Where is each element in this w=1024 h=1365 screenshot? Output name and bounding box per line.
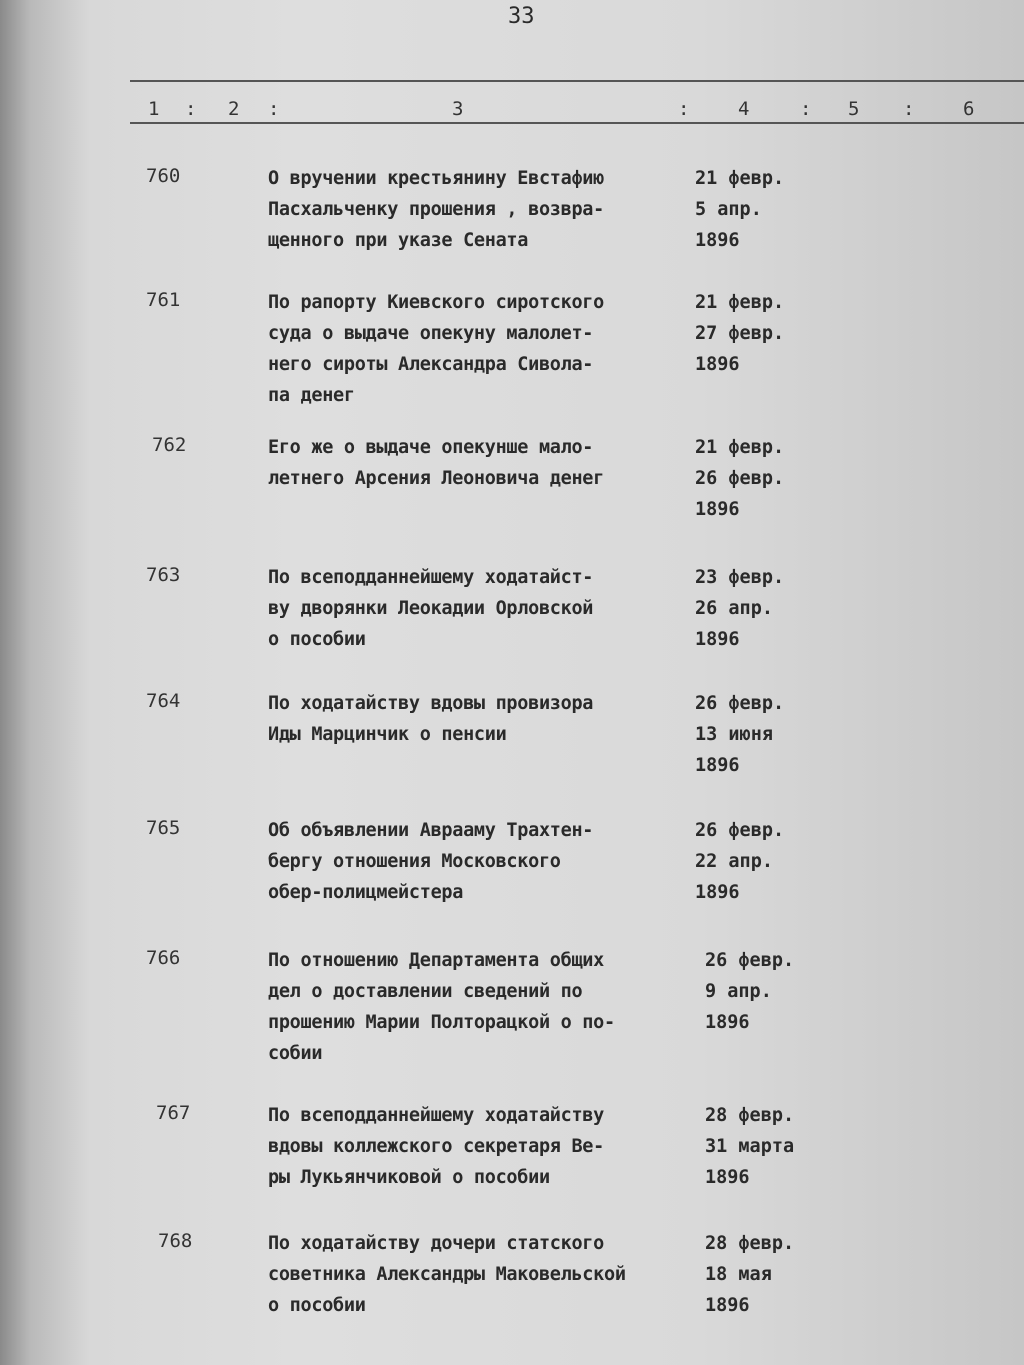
description-line: обер-полицмейстера [268, 882, 464, 903]
date-line: 26 февр. [695, 468, 785, 489]
entry-dates [705, 1100, 794, 1193]
date-line: 21 февр. [695, 437, 785, 458]
column-header: 4 [738, 98, 750, 120]
date-line: 1896 [695, 755, 740, 776]
entry-description [268, 815, 688, 908]
entry-dates [695, 562, 784, 655]
column-header: 6 [963, 98, 975, 120]
date-line: 26 февр. [695, 820, 785, 841]
date-line: 22 апр. [695, 851, 773, 872]
description-line: щенного при указе Сената [268, 230, 529, 251]
date-line: 28 февр. [705, 1105, 795, 1126]
date-line: 31 марта [705, 1136, 795, 1157]
date-line: 18 мая [705, 1264, 772, 1285]
column-header: 5 [848, 98, 860, 120]
date-line: 23 февр. [695, 567, 785, 588]
description-line: летнего Арсения Леоновича денег [268, 468, 604, 489]
date-line: 26 апр. [695, 598, 773, 619]
entry-dates [705, 945, 794, 1038]
description-line: советника Александры Маковельской [268, 1264, 626, 1285]
entry-number: 760 [146, 165, 181, 187]
date-line: 1896 [695, 354, 740, 375]
description-line: О вручении крестьянину Евстафию [268, 168, 604, 189]
entry-dates [695, 432, 784, 525]
description-line: него сироты Александра Сивола- [268, 354, 594, 375]
entry-number: 768 [158, 1230, 193, 1252]
column-header: 2 [228, 98, 240, 120]
description-line: дел о доставлении сведений по [268, 981, 583, 1002]
column-separator: : [268, 98, 280, 120]
description-line: По всеподданнейшему ходатайству [268, 1105, 604, 1126]
description-line: По отношению Департамента общих [268, 950, 604, 971]
description-line: суда о выдаче опекуну малолет- [268, 323, 594, 344]
entry-description [268, 1228, 688, 1321]
description-line: Его же о выдаче опекунше мало- [268, 437, 594, 458]
entry-number: 766 [146, 947, 181, 969]
date-line: 28 февр. [705, 1233, 795, 1254]
entry-dates [695, 163, 784, 256]
entry-dates [695, 287, 784, 380]
entry-description [268, 688, 688, 750]
entry-description [268, 163, 688, 256]
entry-number: 765 [146, 817, 181, 839]
description-line: Иды Марцинчик о пенсии [268, 724, 507, 745]
date-line: 9 апр. [705, 981, 772, 1002]
entry-dates [695, 688, 784, 781]
entry-number: 761 [146, 289, 181, 311]
description-line: По ходатайству дочери статского [268, 1233, 604, 1254]
date-line: 1896 [705, 1295, 750, 1316]
date-line: 1896 [695, 230, 740, 251]
description-line: бергу отношения Московского [268, 851, 561, 872]
date-line: 21 февр. [695, 168, 785, 189]
date-line: 26 февр. [705, 950, 795, 971]
description-line: па денег [268, 385, 355, 406]
description-line: о пособии [268, 1295, 366, 1316]
column-separator: : [678, 98, 690, 120]
description-line: Об объявлении Аврааму Трахтен- [268, 820, 594, 841]
date-line: 27 февр. [695, 323, 785, 344]
description-line: По рапорту Киевского сиротского [268, 292, 604, 313]
entry-number: 762 [152, 434, 187, 456]
column-separator: : [800, 98, 812, 120]
description-line: ры Лукьянчиковой о пособии [268, 1167, 550, 1188]
description-line: Пасхальченку прошения , возвра- [268, 199, 604, 220]
entry-number: 764 [146, 690, 181, 712]
entry-dates [705, 1228, 794, 1321]
description-line: ву дворянки Леокадии Орловской [268, 598, 594, 619]
description-line: прошению Марии Полторацкой о по- [268, 1012, 615, 1033]
header-bottom-rule [130, 122, 1024, 124]
description-line: о пособии [268, 629, 366, 650]
entry-description [268, 1100, 688, 1193]
entry-number: 763 [146, 564, 181, 586]
entry-description [268, 562, 688, 655]
page-number: 33 [508, 4, 535, 29]
column-separator: : [185, 98, 197, 120]
date-line: 21 февр. [695, 292, 785, 313]
date-line: 1896 [695, 499, 740, 520]
entry-dates [695, 815, 784, 908]
entry-description [268, 432, 688, 494]
description-line: По всеподданнейшему ходатайст- [268, 567, 594, 588]
date-line: 1896 [705, 1012, 750, 1033]
description-line: По ходатайству вдовы провизора [268, 693, 594, 714]
date-line: 26 февр. [695, 693, 785, 714]
column-header: 1 [148, 98, 160, 120]
entry-number: 767 [156, 1102, 191, 1124]
date-line: 1896 [695, 882, 740, 903]
column-separator: : [903, 98, 915, 120]
description-line: собии [268, 1043, 323, 1064]
date-line: 5 апр. [695, 199, 762, 220]
date-line: 1896 [695, 629, 740, 650]
entry-description [268, 287, 688, 411]
header-top-rule [130, 80, 1024, 82]
date-line: 13 июня [695, 724, 773, 745]
entry-description [268, 945, 688, 1069]
description-line: вдовы коллежского секретаря Ве- [268, 1136, 604, 1157]
date-line: 1896 [705, 1167, 750, 1188]
column-header: 3 [452, 98, 464, 120]
